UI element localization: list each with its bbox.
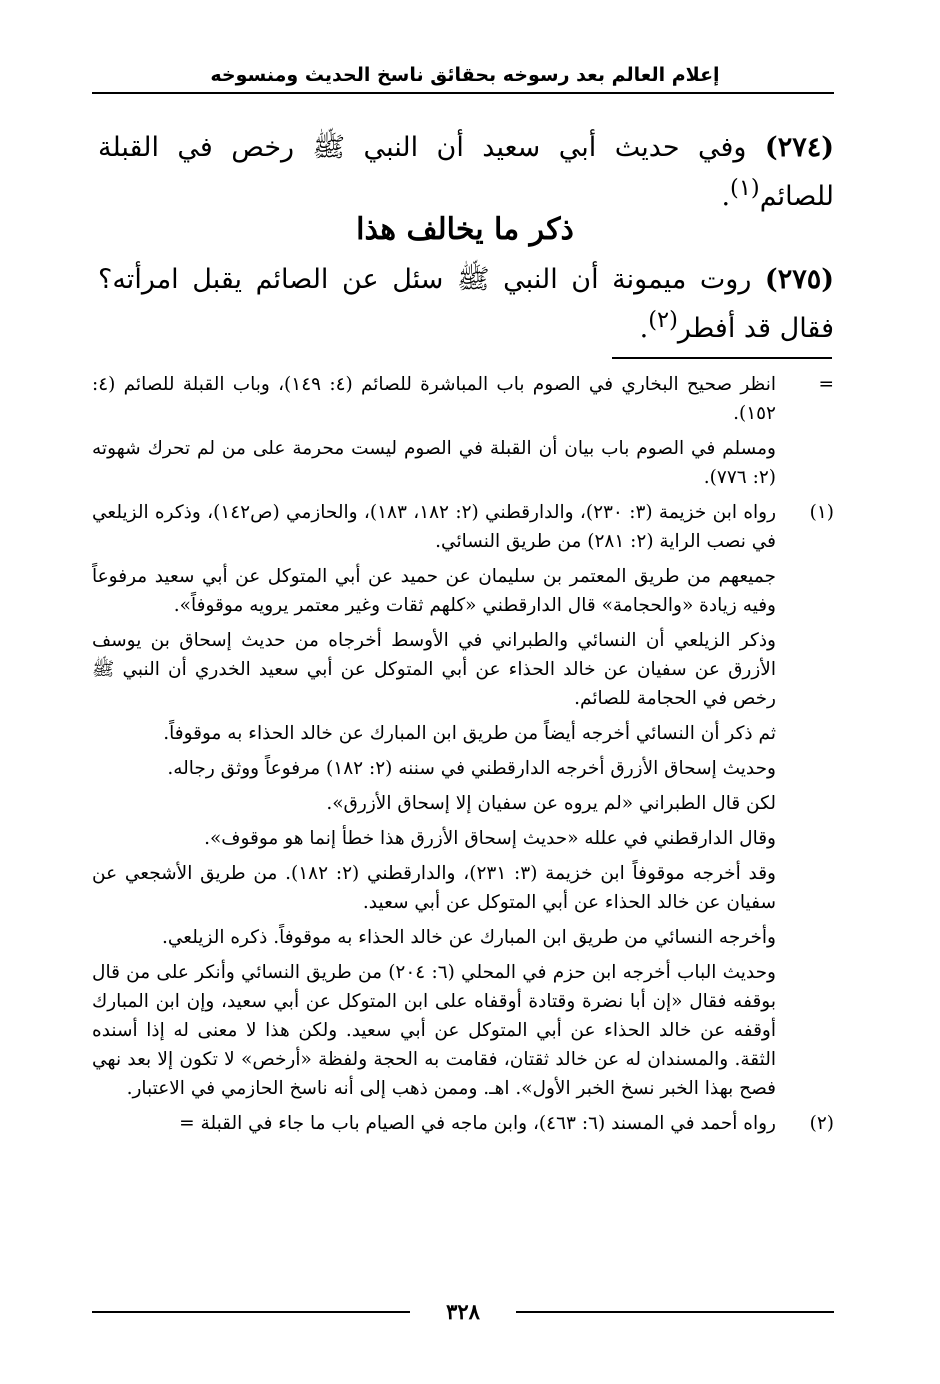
hadith-end: . <box>721 181 731 212</box>
hadith-274 <box>98 128 834 217</box>
footnote-paragraph: وذكر الزيلعي أن النسائي والطبراني في الأوسط أخرجاه من حديث إسحاق بن يوسف الأزرق عن سفيان عن خالد الحذاء عن أبي المتوكل عن أبي سعيد الخدري أن النبي ﷺ رخص في الحجامة للصائم. <box>92 630 776 709</box>
footnote-2 <box>92 1109 834 1138</box>
footnote-separator <box>612 357 832 359</box>
page-footer <box>92 1300 834 1324</box>
footnote-continuation <box>92 370 834 492</box>
footnote-body <box>92 1109 776 1138</box>
hadith-text: وفي حديث أبي سعيد أن النبي ﷺ رخص في القبلة للصائم <box>98 132 834 212</box>
hadith-number: (٢٧٤) <box>764 132 834 163</box>
footnote-paragraph: جميعهم من طريق المعتمر بن سليمان عن حميد عن أبي المتوكل عن أبي سعيد مرفوعاً وفيه زيادة «والحجامة» قال الدارقطني «كلهم ثقات وغير معتمر يرويه موقوفاً». <box>92 566 776 616</box>
running-header-title: إعلام العالم بعد رسوخه بحقائق ناسخ الحديث ومنسوخه <box>210 64 720 86</box>
footnote-paragraph: رواه أحمد في المسند (٦: ٤٦٣)، وابن ماجه في الصيام باب ما جاء في القبلة = <box>179 1113 776 1134</box>
footnote-paragraph: وحديث إسحاق الأزرق أخرجه الدارقطني في سننه (٢: ١٨٢) مرفوعاً ووثق رجاله. <box>167 758 776 779</box>
header-rule <box>92 92 834 94</box>
page-number: ٣٢٨ <box>446 1299 480 1324</box>
footnote-mark: (٢) <box>809 1113 834 1134</box>
hadith-275 <box>98 260 834 349</box>
footnote-paragraph: ومسلم في الصوم باب بيان أن القبلة في الصوم ليست محرمة على من لم تحرك شهوته (٢: ٧٧٦). <box>92 438 776 488</box>
hadith-number: (٢٧٥) <box>764 264 834 295</box>
footnote-body <box>92 498 776 1103</box>
hadith-text: روت ميمونة أن النبي ﷺ سئل عن الصائم يقبل امرأته؟ فقال قد أفطر <box>98 264 834 344</box>
footer-rule-right <box>516 1311 834 1313</box>
footer-rule-left <box>92 1311 410 1313</box>
footnote-paragraph: لكن قال الطبراني «لم يروه عن سفيان إلا إسحاق الأزرق». <box>326 793 776 814</box>
footnote-1 <box>92 498 834 1103</box>
footnote-ref: (١) <box>730 175 760 201</box>
footnote-paragraph: وحديث الباب أخرجه ابن حزم في المحلي (٦: ٢٠٤) من طريق النسائي وأنكر على من قال بوقفه فقال «إن أبا نضرة وقتادة أوقفاه على ابن المتوكل عن أبي سعيد، وإن ابن المبارك أوقفه عن خالد الحذاء عن أبي المتوكل عن أبي سعيد. ولكن هذا لا معنى له إذا أسنده الثقة. والمسندان له عن خالد ثقتان، فقامت به الحجة ولفظة «أرخص» لا تكون إلا بعد نهي فصح بهذا الخبر نسخ الخبر الأول». اهـ. وممن ذهب إلى أنه ناسخ الحازمي في الاعتبار. <box>92 962 776 1099</box>
section-heading: ذكر ما يخالف هذا <box>356 212 574 247</box>
footnote-mark: (١) <box>809 502 834 523</box>
footnote-paragraph: وأخرجه النسائي من طريق ابن المبارك عن خالد الحذاء به موقوفاً. ذكره الزيلعي. <box>162 927 776 948</box>
footnote-paragraph: وقال الدارقطني في علله «حديث إسحاق الأزرق هذا خطأ إنما هو موقوف». <box>204 828 776 849</box>
footnote-paragraph: رواه ابن خزيمة (٣: ٢٣٠)، والدارقطني (٢: ١٨٢، ١٨٣)، والحازمي (ص١٤٢)، وذكره الزيلعي في نصب الراية (٢: ٢٨١) من طريق النسائي. <box>92 502 777 552</box>
footnote-paragraph: ثم ذكر أن النسائي أخرجه أيضاً من طريق ابن المبارك عن خالد الحذاء به موقوفاً. <box>163 723 776 744</box>
footnote-paragraph: وقد أخرجه موقوفاً ابن خزيمة (٣: ٢٣١)، والدارقطني (٢: ١٨٢). من طريق الأشجعي عن سفيان عن خالد الحذاء عن أبي المتوكل عن أبي سعيد. <box>92 863 776 913</box>
footnote-body <box>92 370 776 492</box>
footnote-ref: (٢) <box>648 307 678 333</box>
footnote-mark: = <box>818 374 834 395</box>
hadith-end: . <box>639 313 649 344</box>
footnote-paragraph: انظر صحيح البخاري في الصوم باب المباشرة للصائم (٤: ١٤٩)، وباب القبلة للصائم (٤: ١٥٢). <box>92 374 776 424</box>
footnotes <box>92 370 834 1144</box>
